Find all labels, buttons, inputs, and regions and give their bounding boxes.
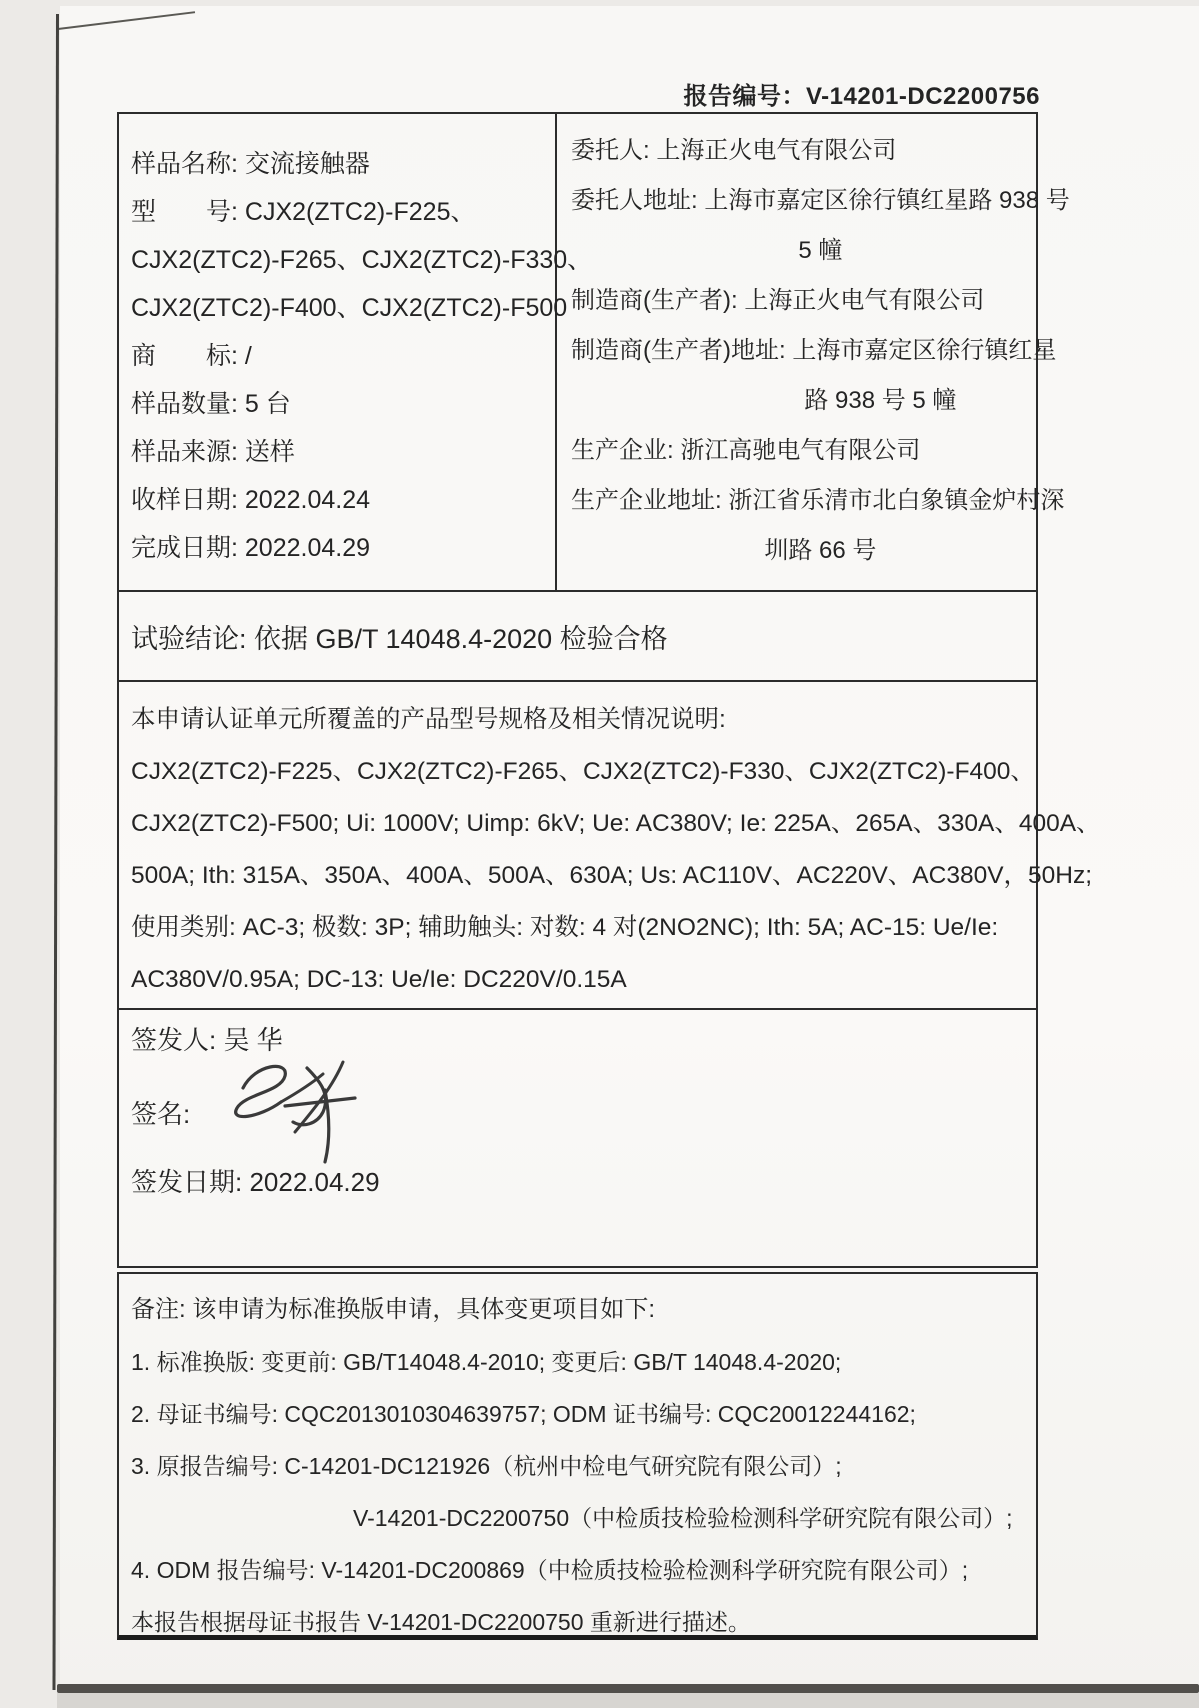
client-info-cell bbox=[557, 114, 1074, 590]
page-left-edge-shadow bbox=[52, 14, 59, 1690]
remarks-title: 备注: 该申请为标准换版申请，具体变更项目如下: bbox=[131, 1296, 656, 1323]
signature-row bbox=[119, 1010, 1036, 1264]
test-conclusion: 试验结论: 依据 GB/T 14048.4-2020 检验合格 bbox=[131, 623, 668, 654]
product-coverage-row bbox=[119, 682, 1101, 1010]
test-conclusion-row bbox=[119, 592, 1036, 682]
remark-item-2: 2. 母证书编号: CQC2013010304639757; ODM 证书编号: CQC20012244162; bbox=[131, 1401, 916, 1427]
handwritten-signature-image bbox=[215, 1050, 405, 1170]
sample-info-cell bbox=[119, 114, 593, 590]
manufacturer-address-line2: 路 938 号 5 幢 bbox=[804, 387, 957, 414]
sample-quantity-line: 样品数量: 5 台 bbox=[131, 390, 291, 418]
coverage-models-line: CJX2(ZTC2)-F225、CJX2(ZTC2)-F265、CJX2(ZTC2)-F330、CJX2(ZTC2)-F400、 bbox=[131, 758, 1035, 785]
signature-label: 签名: bbox=[131, 1099, 191, 1129]
remarks-box bbox=[117, 1272, 1038, 1640]
issuer-name: 签发人: 吴 华 bbox=[131, 1025, 283, 1055]
completed-date-line: 完成日期: 2022.04.29 bbox=[131, 534, 371, 562]
remark-item-3-continued: V-14201-DC2200750（中检质技检验检测科学研究院有限公司）; bbox=[353, 1505, 1013, 1531]
remark-item-1: 1. 标准换版: 变更前: GB/T14048.4-2010; 变更后: GB/T 14048.4-2020; bbox=[131, 1349, 842, 1375]
remark-item-3: 3. 原报告编号: C-14201-DC121926（杭州中检电气研究院有限公司）; bbox=[131, 1453, 842, 1479]
coverage-heading: 本申请认证单元所覆盖的产品型号规格及相关情况说明: bbox=[131, 706, 726, 733]
received-date-line: 收样日期: 2022.04.24 bbox=[131, 486, 371, 514]
model-line: 型 号: CJX2(ZTC2)-F225、 bbox=[131, 198, 476, 226]
coverage-ratings-line: 使用类别: AC-3; 极数: 3P; 辅助触头: 对数: 4 对(2NO2NC); Ith: 5A; AC-15: Ue/Ie: bbox=[131, 914, 999, 941]
manufacturer-line: 制造商(生产者): 上海正火电气有限公司 bbox=[571, 287, 985, 314]
coverage-ratings-line: CJX2(ZTC2)-F500; Ui: 1000V; Uimp: 6kV; Ue: AC380V; Ie: 225A、265A、330A、400A、 bbox=[131, 810, 1101, 837]
page-bottom-edge-shadow bbox=[57, 1684, 1199, 1693]
coverage-ratings-line: 500A; Ith: 315A、350A、400A、500A、630A; Us: AC110V、AC220V、AC380V，50Hz; bbox=[131, 862, 1093, 889]
page-bottom-soft-shadow bbox=[57, 1693, 1199, 1708]
report-main-table bbox=[117, 112, 1101, 1268]
model-line: CJX2(ZTC2)-F400、CJX2(ZTC2)-F500 bbox=[131, 294, 568, 322]
issue-date: 签发日期: 2022.04.29 bbox=[131, 1167, 380, 1197]
consignor-line: 委托人: 上海正火电气有限公司 bbox=[571, 137, 897, 164]
producer-address-line2: 圳路 66 号 bbox=[764, 537, 877, 564]
report-number: 报告编号：V-14201-DC2200756 bbox=[683, 83, 1040, 110]
producer-line: 生产企业: 浙江高驰电气有限公司 bbox=[571, 437, 921, 464]
consignor-address-line2: 5 幢 bbox=[798, 237, 843, 264]
manufacturer-address-line: 制造商(生产者)地址: 上海市嘉定区徐行镇红星 bbox=[571, 337, 1057, 364]
remark-footnote: 本报告根据母证书报告 V-14201-DC2200750 重新进行描述。 bbox=[131, 1609, 751, 1635]
remark-item-4: 4. ODM 报告编号: V-14201-DC200869（中检质技检验检测科学研究院有限公司）; bbox=[131, 1557, 969, 1583]
sample-name-line: 样品名称: 交流接触器 bbox=[131, 150, 370, 178]
coverage-ratings-line: AC380V/0.95A; DC-13: Ue/Ie: DC220V/0.15A bbox=[131, 966, 627, 993]
model-line: CJX2(ZTC2)-F265、CJX2(ZTC2)-F330、 bbox=[131, 246, 593, 274]
info-row bbox=[119, 114, 1070, 592]
producer-address-line: 生产企业地址: 浙江省乐清市北白象镇金炉村深 bbox=[571, 487, 1065, 514]
consignor-address-line: 委托人地址: 上海市嘉定区徐行镇红星路 938 号 bbox=[571, 187, 1070, 214]
sample-source-line: 样品来源: 送样 bbox=[131, 438, 295, 466]
trademark-line: 商 标: / bbox=[131, 342, 252, 370]
